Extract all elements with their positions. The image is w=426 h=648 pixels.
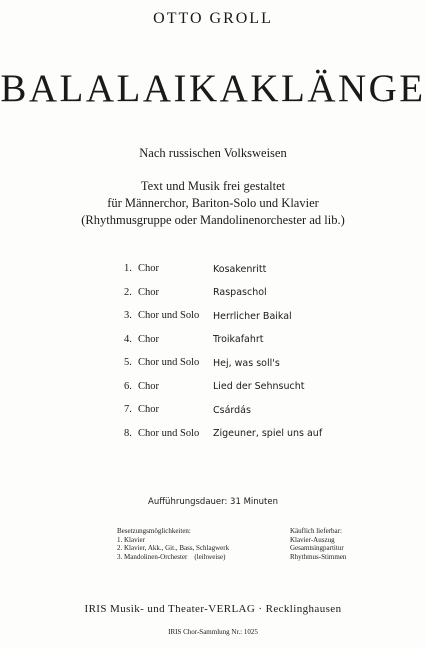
contents-item [124, 310, 384, 334]
contents-item [124, 381, 384, 405]
item-title: Csárdás [213, 404, 251, 416]
item-number: 7. [124, 404, 132, 415]
work-title: BALALAIKAKLÄNGE [0, 67, 426, 110]
item-voicing: Chor [138, 404, 159, 415]
item-voicing: Chor [138, 286, 159, 298]
contents-item [124, 357, 384, 381]
item-title: Hej, was soll's [213, 357, 280, 369]
item-number: 3. [124, 310, 132, 321]
item-title: Herrlicher Baikal [213, 310, 292, 322]
item-number: 1. [124, 263, 132, 274]
item-voicing: Chor [138, 333, 159, 345]
item-title: Raspaschol [213, 287, 267, 298]
description-line: für Männerchor, Bariton-Solo und Klavier [107, 196, 319, 210]
item-title: Troikafahrt [213, 334, 264, 345]
work-description [0, 178, 426, 229]
contents-list [124, 263, 384, 451]
scoring-item: 3. Mandolinen-Orchester (leihweise) [117, 552, 226, 561]
work-subtitle: Nach russischen Volksweisen [139, 146, 287, 160]
series-number: IRIS Chor-Sammlung Nr.: 1025 [168, 628, 258, 636]
item-title: Lied der Sehnsucht [213, 381, 305, 392]
available-heading: Käuflich lieferbar: [290, 527, 342, 535]
item-title: Kosakenritt [213, 263, 267, 275]
contents-item [124, 428, 384, 452]
contents-item [124, 287, 384, 311]
contents-item [124, 263, 384, 287]
publisher-line: IRIS Musik- und Theater-VERLAG · Recklinghausen [84, 603, 342, 615]
item-number: 6. [124, 380, 132, 392]
item-number: 8. [124, 427, 132, 439]
available-item: Rhythmus-Stimmen [290, 552, 347, 561]
item-title: Zigeuner, spiel uns auf [213, 428, 323, 439]
description-line: Text und Musik frei gestaltet [140, 179, 286, 193]
scoring-options [117, 527, 229, 561]
item-voicing: Chor [138, 380, 159, 392]
contents-item [124, 404, 384, 428]
description-line: (Rhythmusgruppe oder Mandolinenorchester ad lib.) [81, 213, 345, 227]
item-number: 5. [124, 357, 132, 368]
item-number: 4. [124, 333, 132, 345]
contents-item [124, 334, 384, 358]
item-voicing: Chor und Solo [138, 310, 200, 321]
scoring-item: 1. Klavier [117, 535, 145, 544]
available-item: Klavier-Auszug [290, 535, 335, 544]
item-number: 2. [124, 286, 132, 298]
scoring-item: 2. Klavier, Akk., Git., Bass, Schlagwerk [117, 544, 230, 552]
item-voicing: Chor [138, 263, 159, 274]
scoring-heading: Besetzungsmöglichkeiten: [117, 527, 191, 535]
performance-duration: Aufführungsdauer: 31 Minuten [148, 497, 278, 507]
item-voicing: Chor und Solo [138, 357, 200, 368]
available-item: Gesamtsingpartitur [290, 544, 344, 552]
composer-name: OTTO GROLL [153, 10, 273, 27]
available-editions [290, 527, 346, 561]
item-voicing: Chor und Solo [138, 427, 200, 439]
